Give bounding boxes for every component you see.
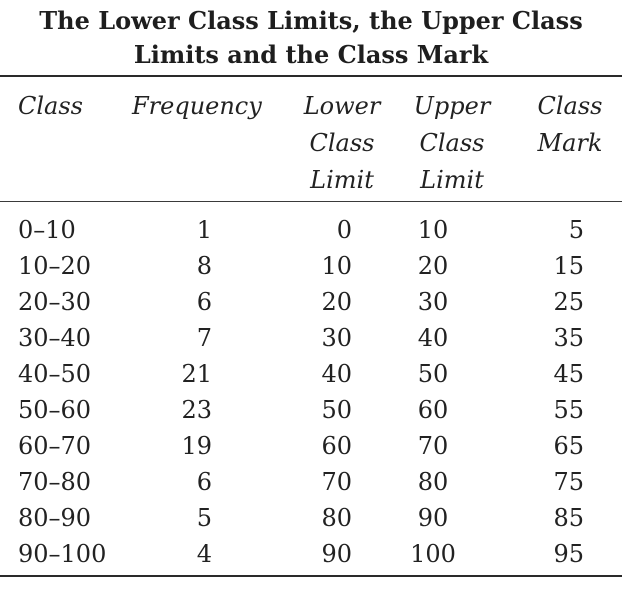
header-rule (0, 201, 622, 202)
cell-lower-limit: 10 (321, 252, 352, 280)
table-body (0, 212, 622, 572)
cell-class: 10–20 (18, 252, 92, 280)
table-title-line-2: Limits and the Class Mark (133, 40, 489, 69)
cell-class: 30–40 (18, 324, 92, 352)
cell-upper-limit: 90 (417, 504, 449, 532)
bottom-rule (0, 575, 622, 577)
cell-class: 80–90 (18, 504, 92, 532)
header-upper-line-3: Limit (420, 166, 484, 194)
header-class-mark (524, 88, 616, 162)
cell-lower-limit: 0 (336, 216, 352, 244)
header-lower-line-2: Class (309, 129, 375, 157)
cell-upper-limit: 10 (417, 216, 449, 244)
cell-frequency: 7 (196, 324, 212, 352)
cell-lower-limit: 30 (321, 324, 352, 352)
cell-lower-limit: 50 (321, 396, 352, 424)
cell-frequency: 4 (196, 540, 212, 568)
cell-upper-limit: 40 (417, 324, 449, 352)
cell-class-mark: 55 (553, 396, 584, 424)
cell-upper-limit: 100 (410, 540, 456, 568)
cell-class: 0–10 (18, 216, 76, 244)
cell-frequency: 21 (181, 360, 212, 388)
header-upper-line-1: Upper (413, 92, 491, 120)
cell-class-mark: 35 (553, 324, 584, 352)
top-rule (0, 75, 622, 77)
header-frequency (132, 88, 272, 125)
table-row (0, 248, 622, 284)
cell-class: 90–100 (18, 540, 107, 568)
cell-lower-limit: 70 (321, 468, 352, 496)
cell-class-mark: 45 (553, 360, 584, 388)
cell-frequency: 8 (196, 252, 212, 280)
cell-lower-limit: 40 (321, 360, 352, 388)
table-row (0, 392, 622, 428)
cell-class-mark: 5 (568, 216, 584, 244)
cell-upper-limit: 20 (417, 252, 449, 280)
header-upper-line-2: Class (419, 129, 485, 157)
table-row (0, 212, 622, 248)
header-mark-line-1: Class (537, 92, 603, 120)
header-lower-class-limit (296, 88, 388, 199)
cell-class-mark: 65 (553, 432, 584, 460)
table-title (0, 4, 622, 72)
table-row (0, 284, 622, 320)
header-frequency-line: Frequency (132, 92, 262, 120)
header-upper-class-limit (406, 88, 498, 199)
cell-frequency: 19 (181, 432, 212, 460)
cell-class: 60–70 (18, 432, 92, 460)
cell-upper-limit: 60 (417, 396, 449, 424)
cell-frequency: 6 (196, 468, 212, 496)
cell-class-mark: 25 (553, 288, 584, 316)
cell-lower-limit: 80 (321, 504, 352, 532)
cell-frequency: 1 (196, 216, 212, 244)
cell-class: 50–60 (18, 396, 92, 424)
cell-frequency: 6 (196, 288, 212, 316)
cell-frequency: 5 (196, 504, 212, 532)
cell-class-mark: 75 (553, 468, 584, 496)
cell-class: 70–80 (18, 468, 92, 496)
table-row (0, 536, 622, 572)
header-class-line: Class (18, 92, 83, 120)
cell-class: 20–30 (18, 288, 92, 316)
table-row (0, 464, 622, 500)
cell-class-mark: 85 (553, 504, 584, 532)
cell-upper-limit: 30 (417, 288, 449, 316)
header-mark-line-2: Mark (537, 129, 603, 157)
cell-class-mark: 95 (553, 540, 584, 568)
cell-upper-limit: 80 (417, 468, 449, 496)
cell-class: 40–50 (18, 360, 92, 388)
cell-frequency: 23 (181, 396, 212, 424)
header-lower-line-1: Lower (303, 92, 381, 120)
cell-upper-limit: 70 (417, 432, 449, 460)
cell-upper-limit: 50 (417, 360, 449, 388)
table-row (0, 356, 622, 392)
table-row (0, 500, 622, 536)
table-row (0, 320, 622, 356)
header-class (18, 88, 118, 125)
header-lower-line-3: Limit (310, 166, 374, 194)
table-title-line-1: The Lower Class Limits, the Upper Class (39, 6, 583, 35)
cell-lower-limit: 60 (321, 432, 352, 460)
cell-class-mark: 15 (553, 252, 584, 280)
cell-lower-limit: 90 (321, 540, 352, 568)
table-row (0, 428, 622, 464)
cell-lower-limit: 20 (321, 288, 352, 316)
